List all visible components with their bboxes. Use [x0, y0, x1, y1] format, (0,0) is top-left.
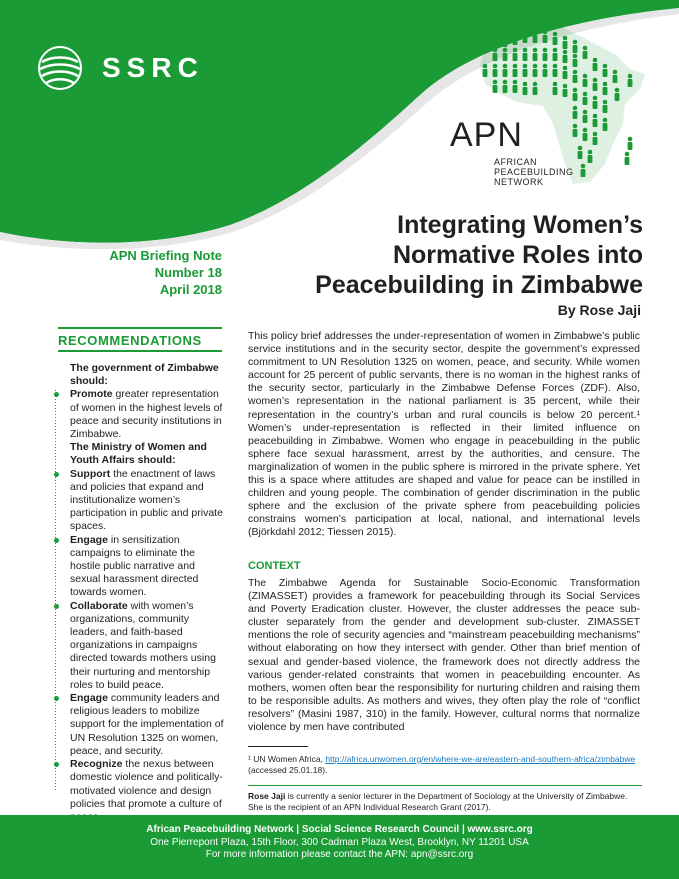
rec-item: Engage community leaders and religious leaders to mobilize support for the implementation of UN Resolution 1325 on women, peace, and security. [70, 692, 228, 758]
bullet-connector [55, 390, 56, 790]
footnote-rule [248, 746, 308, 747]
footer-line-1: African Peacebuilding Network | Social Science Research Council | www.ssrc.org [146, 824, 533, 835]
document-title [315, 210, 643, 300]
apn-line-2: PEACEBUILDING [494, 167, 574, 177]
apn-line-3: NETWORK [494, 177, 544, 187]
briefing-series: APN Briefing Note [109, 248, 222, 263]
ssrc-globe-icon [38, 46, 82, 90]
rec-item: Promote greater representation of women in the highest levels of peace and security institutions in Zimbabwe. [70, 388, 228, 441]
footnote: ¹ UN Women Africa, http://africa.unwomen.org/en/where-we-are/eastern-and-southern-africa/zimbabwe (accessed 25.01.18). [248, 754, 636, 775]
byline: By Rose Jaji [557, 302, 641, 318]
footer-line-3: For more information please contact the APN: apn@ssrc.org [205, 849, 474, 860]
footer-line-2: One Pierrepont Plaza, 15th Floor, 300 Cadman Plaza West, Brooklyn, NY 11201 USA [150, 836, 529, 848]
ssrc-wordmark: SSRC [102, 52, 204, 83]
apn-logo [450, 117, 550, 153]
context-text: The Zimbabwe Agenda for Sustainable Socio-Economic Transformation (ZIMASSET) provides a framework for peacebuilding through its Social Services and Poverty Eradication cluster. However, the cluster addresses the peace sub-cluster separately from the gender and development sub-cluster. ZIMASSET mentions the role of security agencies and “mainstream peacebuilding mechanisms” without elaborating on how they intersect with gender. Other than brief mention of sexual and gender-based violence, the framework does not directly address the various gender-related constraints that women in peacebuilding encounter. As mothers, women often bear the responsibility for nurturing children and raising them to be responsible adults. As mothers and wives, they often play the role of “conflict resolvers” (Masini 1987, 310) in the family. However, cultural norms that normalize violence by men have contributed [248, 577, 640, 734]
rec-item: Support the enactment of laws and policies that expand and institutionalize women’s participation in public and private spaces. [70, 468, 228, 534]
rec-bottom-rule [58, 350, 222, 352]
rec-top-rule [58, 327, 222, 329]
footer [0, 815, 679, 879]
intro-text: This policy brief addresses the under-representation of women in Zimbabwe’s public service institutions and in the security sector, despite the government’s expressed commitment to UN Resolution 1325 on women, peace, and security. While women account for 25 percent of public servants, there is no woman in the highest ranks of the security sector, particularly in the Zimbabwe Defense Forces (ZDF). Also, women’s representation in the national parliament is 35 percent, while their representation in the country’s urban and rural councils is below 20 percent.¹ Women’s under-representation is reflected in their limited influence on peacebuilding in Zimbabwe. Women who engage in peacebuilding in the public sphere face sexual harassment, arrest by the authorities, and censure. The marginalization of women in the public sphere is mirrored in the private sphere. Yet this is a space where attitudes are shaped and value for peace can be instilled in children and young people. The combination of gender discrimination in the public sphere and the exclusion of the private sphere from peacebuilding policies constrains women’s participation at local, national, and international levels (Björkdahl 2012; Tiessen 2015). [248, 330, 640, 539]
rec-item: Collaborate with women’s organizations, community leaders, and faith-based organizations in campaigns directed towards mothers using their nurturing and mentorship roles to build peace. [70, 600, 228, 692]
author-rule [248, 785, 642, 786]
footnote-link[interactable]: http://africa.unwomen.org/en/where-we-are/eastern-and-southern-africa/zimbabwe [325, 754, 636, 764]
briefing-number: Number 18 [154, 265, 222, 280]
rec-ministry-heading: The Ministry of Women and Youth Affairs should: [70, 441, 207, 467]
title-line-1: Integrating Women’s [397, 211, 643, 239]
briefing-info [86, 247, 222, 298]
title-line-2: Normative Roles into [392, 241, 643, 269]
rec-item: Recognize the nexus between domestic violence and politically-motivated violence and design policies that promote a culture of [70, 758, 228, 824]
recommendations-title: RECOMMENDATIONS [58, 333, 202, 348]
context-heading: CONTEXT [248, 560, 301, 572]
rec-gov-heading: The government of Zimbabwe should: [70, 362, 219, 388]
intro-paragraph [248, 330, 640, 540]
context-paragraph [248, 577, 640, 734]
recommendations-list [70, 362, 228, 824]
author-name: Rose Jaji [248, 791, 286, 801]
apn-line-1: AFRICAN [494, 157, 538, 167]
title-line-3: Peacebuilding in Zimbabwe [315, 271, 643, 299]
author-bio: Rose Jaji is currently a senior lecturer in the Department of Sociology at the University of Zimbabwe. She is the recipient of an APN Individual Research Grant (2017). [248, 791, 628, 812]
apn-letters: APN [450, 116, 523, 154]
rec-item: Engage in sensitization campaigns to eliminate the hostile public narrative and sexual harassment directed towards women. [70, 534, 228, 600]
briefing-date: April 2018 [159, 282, 222, 297]
